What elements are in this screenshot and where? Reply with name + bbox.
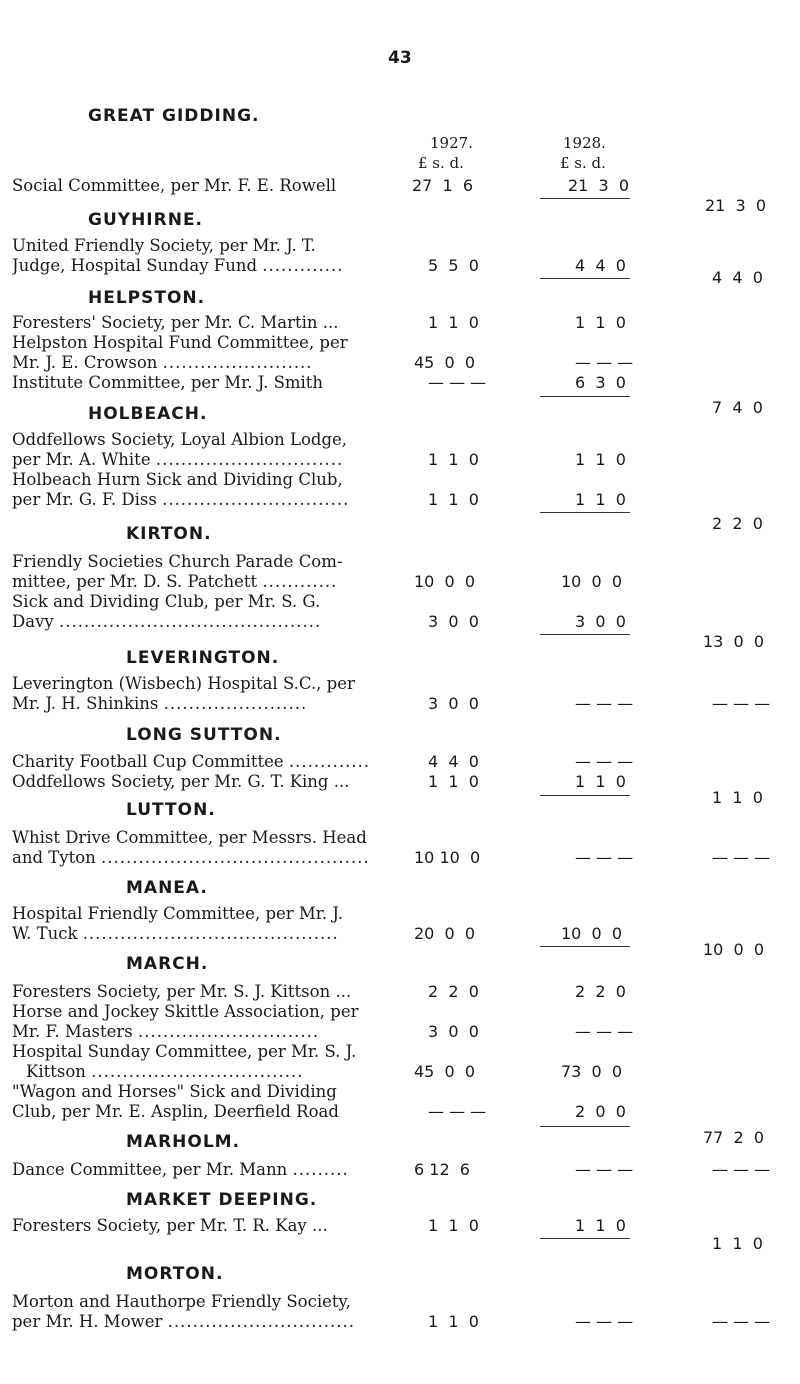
amount-1928: — — — (575, 848, 634, 867)
entry-line: per Mr. A. White .............................. (12, 450, 344, 469)
amount-1927: 1 1 0 (428, 1216, 479, 1235)
entry-line: Helpston Hospital Fund Committee, per (12, 333, 348, 352)
amount-1928: — — — (575, 1312, 634, 1331)
entry-line: Mr. J. E. Crowson ........................ (12, 353, 313, 372)
entry-line: Mr. F. Masters ............................. (12, 1022, 320, 1041)
section-helpston: HELPSTON. (88, 288, 206, 308)
amount-1928: 2 0 0 (575, 1102, 626, 1121)
entry-line: Horse and Jockey Skittle Association, per (12, 1002, 359, 1021)
subtotal-1928: 10 0 0 (703, 940, 765, 959)
amount-1928: 1 1 0 (575, 313, 626, 332)
entry-line: Sick and Dividing Club, per Mr. S. G. (12, 592, 321, 611)
amount-1927: — — — (428, 373, 487, 392)
entry-line: Kittson .................................. (26, 1062, 304, 1081)
amount-1927: 10 10 0 (414, 848, 481, 867)
amount-1927: 2 2 0 (428, 982, 479, 1001)
subtotal-rule (540, 634, 630, 635)
entry-line: Foresters Society, per Mr. T. R. Kay ... (12, 1216, 328, 1235)
entry-line: Hospital Friendly Committee, per Mr. J. (12, 904, 343, 923)
section-morton: MORTON. (126, 1264, 224, 1284)
section-march: MARCH. (126, 954, 209, 974)
amount-1927: 3 0 0 (428, 1022, 479, 1041)
amount-1927: 1 1 0 (428, 313, 479, 332)
section-kirton: KIRTON. (126, 524, 212, 544)
entry-line: mittee, per Mr. D. S. Patchett ............ (12, 572, 338, 591)
entry-line: Oddfellows Society, per Mr. G. T. King ... (12, 772, 350, 791)
entry-line: per Mr. H. Mower .............................. (12, 1312, 356, 1331)
amount-1928: 3 0 0 (575, 612, 626, 631)
section-marholm: MARHOLM. (126, 1132, 241, 1152)
subtotal-1928: 2 2 0 (712, 514, 763, 533)
amount-1927: 1 1 0 (428, 1312, 479, 1331)
subtotal-rule (540, 278, 630, 279)
subtotal-1928: 1 1 0 (712, 788, 763, 807)
amount-1927: 3 0 0 (428, 612, 479, 631)
entry-line: "Wagon and Horses" Sick and Dividing (12, 1082, 337, 1101)
entry-line: United Friendly Society, per Mr. J. T. (12, 236, 316, 255)
entry-line: Charity Football Cup Committee ............. (12, 752, 371, 771)
amount-1927: 1 1 0 (428, 490, 479, 509)
subtotal-1928: 13 0 0 (703, 632, 765, 651)
entry-line: Friendly Societies Church Parade Com- (12, 552, 343, 571)
subtotal-rule (540, 1126, 630, 1127)
section-manea: MANEA. (126, 878, 208, 898)
section-great-gidding: GREAT GIDDING. (88, 106, 260, 126)
year-1928-header: 1928. (563, 134, 606, 152)
amount-1927: 1 1 0 (428, 450, 479, 469)
entry-line: Davy .......................................... (12, 612, 322, 631)
entry-line: Social Committee, per Mr. F. E. Rowell (12, 176, 337, 195)
amount-1927: 3 0 0 (428, 694, 479, 713)
entry-line: Oddfellows Society, Loyal Albion Lodge, (12, 430, 348, 449)
entry-line: Club, per Mr. E. Asplin, Deerfield Road (12, 1102, 339, 1121)
year-1927-header: 1927. (430, 134, 473, 152)
subtotal-1928: 1 1 0 (712, 1234, 763, 1253)
subtotal-rule (540, 396, 630, 397)
amount-1928: 6 3 0 (575, 373, 626, 392)
entry-line: Dance Committee, per Mr. Mann ......... (12, 1160, 349, 1179)
amount-1927: 1 1 0 (428, 772, 479, 791)
entry-line: Leverington (Wisbech) Hospital S.C., per (12, 674, 355, 693)
amount-1927: 20 0 0 (414, 924, 476, 943)
entry-line: Mr. J. H. Shinkins ....................... (12, 694, 308, 713)
entry-line: Foresters Society, per Mr. S. J. Kittson ... (12, 982, 352, 1001)
entry-line: Hospital Sunday Committee, per Mr. S. J. (12, 1042, 357, 1061)
amount-1928: — — — (575, 1022, 634, 1041)
amount-1927: 4 4 0 (428, 752, 479, 771)
section-market-deeping: MARKET DEEPING. (126, 1190, 318, 1210)
amount-1928: 10 0 0 (561, 572, 623, 591)
subtotal-1928: 7 4 0 (712, 398, 763, 417)
entry-line: Holbeach Hurn Sick and Dividing Club, (12, 470, 343, 489)
entry-line: W. Tuck ......................................... (12, 924, 339, 943)
subtotal-1928: 4 4 0 (712, 268, 763, 287)
amount-1928: — — — (575, 694, 634, 713)
lsd-1928-header: £ s. d. (560, 154, 606, 172)
entry-line: Foresters' Society, per Mr. C. Martin ... (12, 313, 339, 332)
subtotal-rule (540, 512, 630, 513)
lsd-1927-header: £ s. d. (418, 154, 464, 172)
amount-1928: — — — (575, 752, 634, 771)
amount-1928: 73 0 0 (561, 1062, 623, 1081)
amount-1927: — — — (428, 1102, 487, 1121)
entry-line: and Tyton ........................................... (12, 848, 370, 867)
subtotal-rule (540, 1238, 630, 1239)
subtotal-1928: — — — (712, 1160, 771, 1179)
section-guyhirne: GUYHIRNE. (88, 210, 204, 230)
amount-1928: 1 1 0 (575, 772, 626, 791)
section-lutton: LUTTON. (126, 800, 216, 820)
section-holbeach: HOLBEACH. (88, 404, 208, 424)
amount-1928: 2 2 0 (575, 982, 626, 1001)
amount-1927: 45 0 0 (414, 1062, 476, 1081)
subtotal-1928: — — — (712, 1312, 771, 1331)
amount-1927: 45 0 0 (414, 353, 476, 372)
section-leverington: LEVERINGTON. (126, 648, 280, 668)
amount-1927: 6 12 6 (414, 1160, 470, 1179)
entry-line: Institute Committee, per Mr. J. Smith (12, 373, 324, 392)
amount-1928: 4 4 0 (575, 256, 626, 275)
amount-1928: 1 1 0 (575, 1216, 626, 1235)
section-long-sutton: LONG SUTTON. (126, 725, 282, 745)
amount-1927: 5 5 0 (428, 256, 479, 275)
entry-line: Morton and Hauthorpe Friendly Society, (12, 1292, 351, 1311)
amount-1928: 10 0 0 (561, 924, 623, 943)
amount-1927: 27 1 6 (412, 176, 474, 195)
subtotal-rule (540, 198, 630, 199)
subtotal-1928: — — — (712, 848, 771, 867)
amount-1928: 1 1 0 (575, 450, 626, 469)
amount-1928: 1 1 0 (575, 490, 626, 509)
subtotal-1928: 77 2 0 (703, 1128, 765, 1147)
page-number: 43 (388, 48, 412, 68)
subtotal-rule (540, 946, 630, 947)
entry-line: Judge, Hospital Sunday Fund ............. (12, 256, 344, 275)
subtotal-1928: — — — (712, 694, 771, 713)
amount-1928: — — — (575, 353, 634, 372)
entry-line: Whist Drive Committee, per Messrs. Head (12, 828, 367, 847)
subtotal-1928: 21 3 0 (705, 196, 767, 215)
amount-1927: 10 0 0 (414, 572, 476, 591)
entry-line: per Mr. G. F. Diss .............................. (12, 490, 350, 509)
amount-1928: 21 3 0 (568, 176, 630, 195)
subtotal-rule (540, 795, 630, 796)
amount-1928: — — — (575, 1160, 634, 1179)
